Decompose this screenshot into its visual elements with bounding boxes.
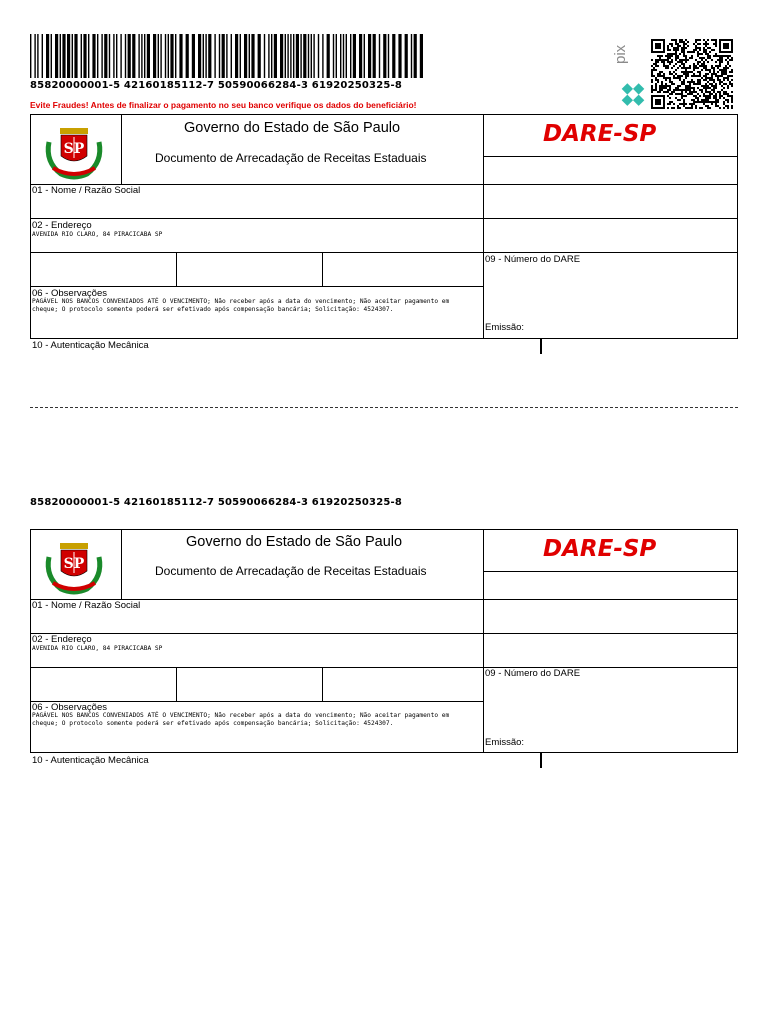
field-02-right [483, 633, 738, 667]
field-02-right [483, 218, 738, 252]
cut-line [30, 407, 738, 408]
fraud-warning: Evite Fraudes! Antes de finalizar o pagamento no seu banco verifique os dados do beneficiário! [30, 100, 417, 110]
qr-code-icon [651, 39, 733, 109]
barcode-digits-copy: 85820000001-5 42160185112-7 50590066284-3 61920250325-8 [30, 497, 403, 508]
field-05 [322, 667, 483, 701]
emissao-label: Emissão: [485, 737, 525, 748]
header-subtitle: Documento de Arrecadação de Receitas Estaduais [155, 151, 427, 165]
field-06-label: 06 - Observações [32, 288, 107, 299]
field-02-value: AVENIDA RIO CLARO, 84 PIRACICABA SP [32, 645, 163, 652]
field-01-right [483, 599, 738, 633]
dare-form-1 [30, 114, 738, 351]
brand-sub-cell [483, 571, 738, 599]
brand-sub-cell [483, 156, 738, 184]
field-06-value: PAGÁVEL NOS BANCOS CONVENIADOS ATÉ O VENCIMENTO; Não receber após a data do vencimento; Não aceitar pagamento em cheque; O protocolo somente poderá ser efetivado após compensação bancária; Solicitação: 4524307. [32, 712, 450, 727]
field-03 [30, 667, 176, 701]
field-02-value: AVENIDA RIO CLARO, 84 PIRACICABA SP [32, 231, 163, 238]
field-04 [176, 252, 322, 286]
barcode [30, 34, 422, 78]
brand-title: DARE-SP [543, 121, 657, 147]
field-01-right [483, 184, 738, 218]
field-09-label: 09 - Número do DARE [485, 668, 581, 679]
header-title: Governo do Estado de São Paulo [184, 120, 401, 136]
field-04 [176, 667, 322, 701]
field-05 [322, 252, 483, 286]
brand-title: DARE-SP [543, 536, 657, 562]
header-subtitle: Documento de Arrecadação de Receitas Estaduais [155, 564, 427, 578]
field-06-label: 06 - Observações [32, 702, 107, 713]
field-03 [30, 252, 176, 286]
auth-tick [540, 339, 542, 354]
pix-logo-icon [612, 40, 647, 110]
field-01-label: 01 - Nome / Razão Social [32, 185, 141, 196]
field-09-label: 09 - Número do DARE [485, 254, 581, 265]
header-title: Governo do Estado de São Paulo [186, 534, 403, 550]
sp-crest-icon [43, 122, 105, 185]
dare-form-2 [30, 529, 738, 766]
emissao-label: Emissão: [485, 322, 525, 333]
field-02-label: 02 - Endereço [32, 220, 92, 231]
field-01-label: 01 - Nome / Razão Social [32, 600, 141, 611]
field-10-label: 10 - Autenticação Mecânica [32, 340, 149, 351]
crest-letters: SP [63, 141, 85, 157]
sp-crest-icon [43, 537, 105, 600]
crest-letters: SP [63, 556, 85, 572]
field-02-label: 02 - Endereço [32, 634, 92, 645]
auth-tick [540, 753, 542, 768]
field-10-label: 10 - Autenticação Mecânica [32, 755, 149, 766]
pix-label: pix [612, 44, 629, 64]
barcode-digits: 85820000001-5 42160185112-7 50590066284-3 61920250325-8 [30, 80, 403, 91]
field-06-value: PAGÁVEL NOS BANCOS CONVENIADOS ATÉ O VENCIMENTO; Não receber após a data do vencimento; Não aceitar pagamento em cheque; O protocolo somente poderá ser efetivado após compensação bancária; Solicitação: 4524307. [32, 298, 450, 313]
